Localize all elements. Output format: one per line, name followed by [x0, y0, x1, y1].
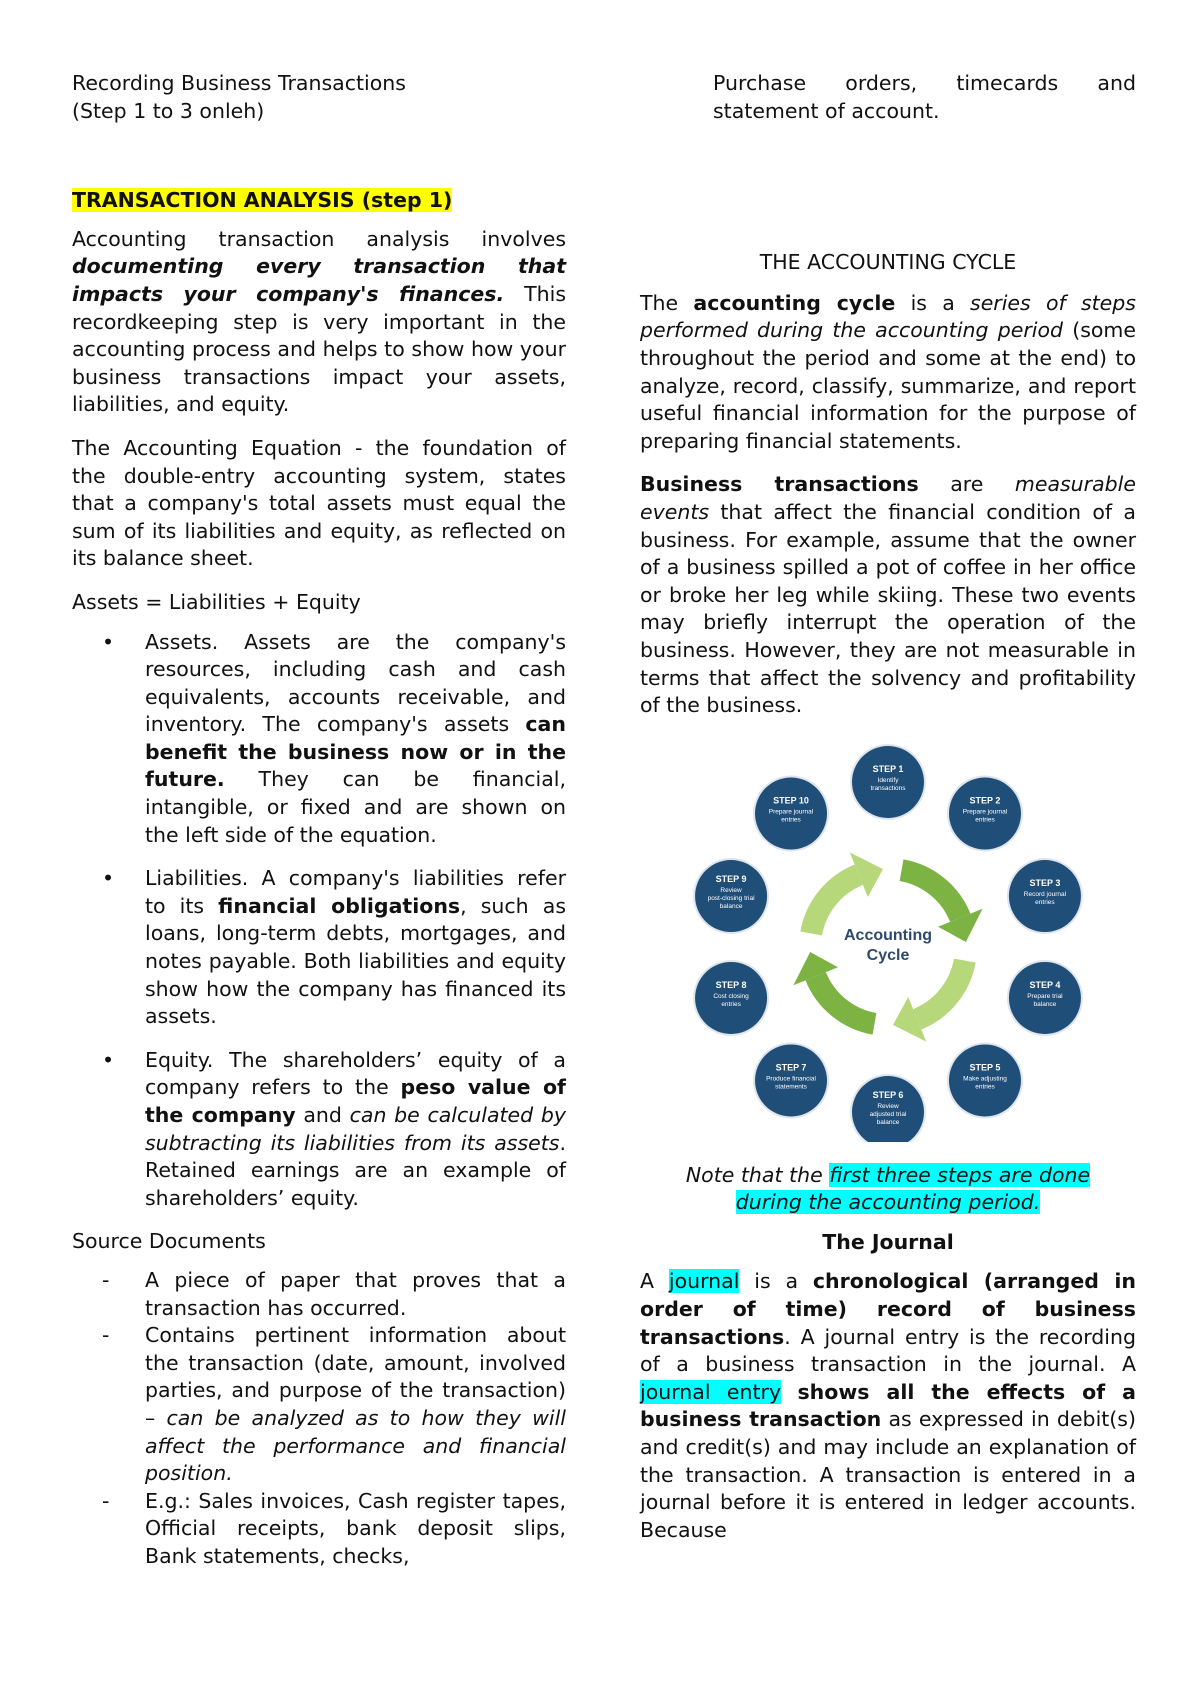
step-description: Make adjusting [963, 1075, 1007, 1083]
step-description: Record journal [1023, 890, 1067, 898]
right-column [640, 70, 1136, 1544]
accounting-cycle-diagram [688, 742, 1088, 1142]
list-item-equity: • Equity. The shareholders’ equity of a company refers to the peso value of the company and can be calculated by subtracting its liabilities from its assets. Retained earnings are an example of shareholders’ equity. [72, 1047, 566, 1213]
step-label: STEP 5 [969, 1062, 1001, 1073]
equation-components-list [72, 629, 566, 1213]
cycle-arrow-arc [917, 960, 965, 1019]
transaction-analysis-heading: TRANSACTION ANALYSIS (step 1) [72, 188, 453, 213]
step-node [947, 775, 1023, 851]
list-item-assets: • Assets. Assets are the company's resources, including cash and cash equivalents, accounts receivable, and inventory. The company's assets can benefit the business now or in the future. They can be financial, intangible, or fixed and are shown on the left side of the equation. [72, 629, 566, 850]
step-label: STEP 3 [1029, 877, 1061, 888]
step-node [753, 775, 829, 851]
journal-paragraph: A journal is a chronological (arranged in order of time) record of business transactions. A journal entry is the recording of a business transaction in the journal. A journal entry shows all the effects of a business transaction as expressed in debit(s) and credit(s) and may include an explanation of the transaction. A transaction is entered in a journal before it is entered in ledger accounts. Because [640, 1269, 1136, 1542]
cycle-arrow-arc [811, 874, 859, 933]
step-node [693, 858, 769, 934]
step-node [850, 1074, 926, 1142]
step-description: balance [876, 1118, 900, 1126]
source-documents-list [72, 1267, 566, 1571]
accounting-cycle-definition: The accounting cycle is a series of steps performed during the accounting period (some throughout the period and some at the end) to analyze, record, classify, summarize, and report useful financial information for the purpose of preparing financial statements. [640, 290, 1136, 453]
list-item: - Contains pertinent information about the transaction (date, amount, involved parties, and purpose of the transaction) – can be analyzed as to how they will affect the performance and financial position. [72, 1322, 566, 1488]
step-description: Produce financial [766, 1075, 816, 1083]
step-description: transactions [870, 784, 906, 792]
cycle-arrow-arc [902, 870, 961, 918]
document-title: Recording Business Transactions (Step 1 to 3 onleh) [72, 71, 406, 123]
step-node [693, 960, 769, 1036]
step-description: entries [975, 816, 995, 824]
step-label: STEP 8 [715, 979, 747, 990]
step-description: entries [781, 816, 801, 824]
section-heading [72, 187, 566, 215]
step-description: entries [1035, 898, 1055, 906]
diagram-center-title: Accounting [844, 926, 932, 944]
step-description: adjusted trial [869, 1110, 907, 1118]
accounting-equation-definition: The Accounting Equation - the foundation of the double-entry accounting system, states that a company's total assets must equal the sum of its liabilities and equity, as reflected on its balance sheet. [72, 435, 566, 571]
step-description: Review [720, 886, 742, 894]
step-label: STEP 1 [872, 763, 904, 774]
accounting-equation: Assets = Liabilities + Equity [72, 589, 361, 614]
step-label: STEP 10 [773, 795, 809, 806]
step-description: Identify [877, 776, 899, 784]
step-description: entries [721, 1000, 741, 1008]
step-label: STEP 4 [1029, 979, 1061, 990]
step-label: STEP 6 [872, 1089, 904, 1100]
intro-paragraph: Accounting transaction analysis involves documenting every transaction that impacts your company's finances. This recordkeeping step is very important in the accounting process and helps to show how your business transactions impact your assets, liabilities, and equity. [72, 226, 566, 417]
list-item-liabilities: • Liabilities. A company's liabilities refer to its financial obligations, such as loans, long-term debts, mortgages, and notes payable. Both liabilities and equity show how the company has financed its assets. [72, 865, 566, 1031]
step-description: balance [1033, 1000, 1057, 1008]
step-description: Prepare journal [768, 808, 814, 816]
step-description: Prepare journal [962, 808, 1008, 816]
step-node [1007, 960, 1083, 1036]
step-label: STEP 2 [969, 795, 1001, 806]
step-description: Review [877, 1102, 899, 1110]
step-description: entries [975, 1083, 995, 1091]
list-item: - A piece of paper that proves that a transaction has occurred. [72, 1267, 566, 1322]
step-node [753, 1042, 829, 1118]
step-description: post-closing trial [707, 894, 755, 902]
note-highlight: first three steps are done during the accounting period. [735, 1162, 1091, 1215]
accounting-cycle-heading: THE ACCOUNTING CYCLE [759, 250, 1017, 275]
step-label: STEP 7 [775, 1062, 807, 1073]
note-text: Note that the first three steps are done during the accounting period. [685, 1162, 1091, 1215]
step-description: balance [719, 902, 743, 910]
step-label: STEP 9 [715, 873, 747, 884]
list-item: - E.g.: Sales invoices, Cash register tapes, Official receipts, bank deposit slips, Bank statements, checks, [72, 1488, 566, 1571]
step-node [947, 1042, 1023, 1118]
continuation-text: Purchase orders, timecards and statement of account. [713, 71, 1136, 123]
left-column [72, 70, 566, 1571]
step-description: Cost closing [713, 992, 749, 1000]
intro-emphasis: documenting every transaction that impacts your company's finances. [72, 254, 566, 306]
journal-heading: The Journal [822, 1229, 954, 1254]
step-node [1007, 858, 1083, 934]
source-documents-heading: Source Documents [72, 1229, 266, 1254]
step-description: Prepare trial [1027, 992, 1063, 1000]
cycle-arrow-arc [816, 976, 875, 1024]
step-description: statements [775, 1083, 807, 1091]
business-transactions-paragraph: Business transactions are measurable events that affect the financial condition of a business. For example, assume that the owner of a business spilled a pot of coffee in her office or broke her leg while skiing. These two events may briefly interrupt the operation of the business. However, they are not measurable in terms that affect the solvency and profitability of the business. [640, 472, 1136, 718]
step-node [850, 744, 926, 820]
diagram-center-subtitle: Cycle [866, 946, 910, 964]
